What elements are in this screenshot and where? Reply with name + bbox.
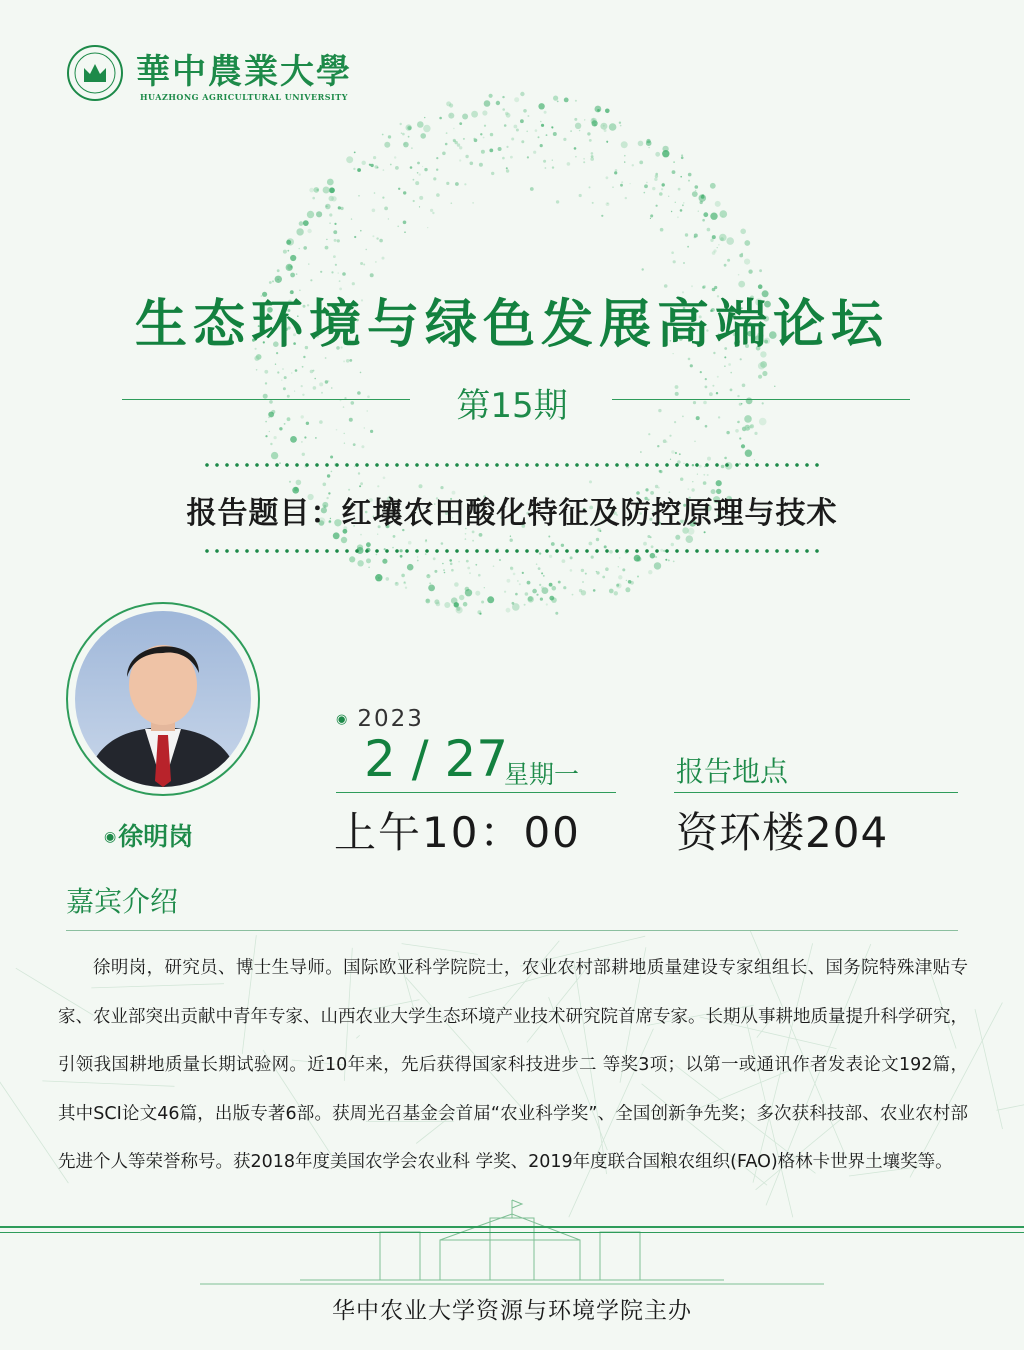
- intro-divider: [66, 930, 958, 931]
- date-divider: [336, 792, 616, 793]
- event-weekday: 星期一: [504, 760, 580, 789]
- university-seal-icon: [66, 44, 124, 102]
- issue-number: 第15期: [456, 386, 568, 426]
- university-name-en: HUAZHONG AGRICULTURAL UNIVERSITY: [140, 92, 348, 102]
- bullet-icon: ◉: [336, 712, 350, 727]
- issue-divider-right: [612, 399, 910, 400]
- intro-paragraph: 徐明岗，研究员、博士生导师。国际欧亚科学院院士，农业农村部耕地质量建设专家组组长、国务院特殊津贴专家、农业部突出贡献中青年专家、山西农业大学生态环境产业技术研究院首席专家。长期从事耕地质量提升科学研究，引领我国耕地质量长期试验网。近10年来，先后获得国家科技进步二 等奖3项；以第一或通讯作者发表论文192篇，其中SCI论文46篇，出版专著6部。获周光召基金会首届“农业科学奖”、全国创新争先奖；多次获科技部、农业农村部先进个人等荣誉称号。获2018年度美国农学会农业科 学奖、2019年度联合国粮农组织(FAO)格林卡世界土壤奖等。: [58, 958, 968, 1172]
- intro-heading: 嘉宾介绍: [66, 885, 179, 918]
- bullet-icon: ◉: [104, 829, 117, 845]
- venue-divider: [674, 792, 958, 793]
- speaker-portrait: [75, 611, 251, 787]
- venue: 资环楼204: [676, 808, 889, 857]
- event-date: 2 / 27: [364, 730, 509, 788]
- event-year: ◉ 2023: [336, 706, 424, 732]
- report-topic: 报告题目：红壤农田酸化特征及防控原理与技术: [186, 496, 838, 531]
- organizer: 华中农业大学资源与环境学院主办: [332, 1298, 692, 1324]
- dotted-divider-bottom: [202, 549, 822, 553]
- issue-divider-left: [122, 399, 410, 400]
- campus-building-illustration: [200, 1200, 824, 1284]
- forum-title: 生态环境与绿色发展高端论坛: [134, 295, 889, 355]
- footer-rule-thin: [0, 1232, 1024, 1233]
- dotted-divider-top: [202, 463, 822, 467]
- footer-rule: [0, 1226, 1024, 1228]
- venue-label: 报告地点: [676, 755, 789, 788]
- event-time: 上午10：00: [334, 808, 581, 857]
- speaker-name: ◉徐明岗: [104, 822, 194, 851]
- university-name-cn: 華中農業大學: [136, 52, 352, 92]
